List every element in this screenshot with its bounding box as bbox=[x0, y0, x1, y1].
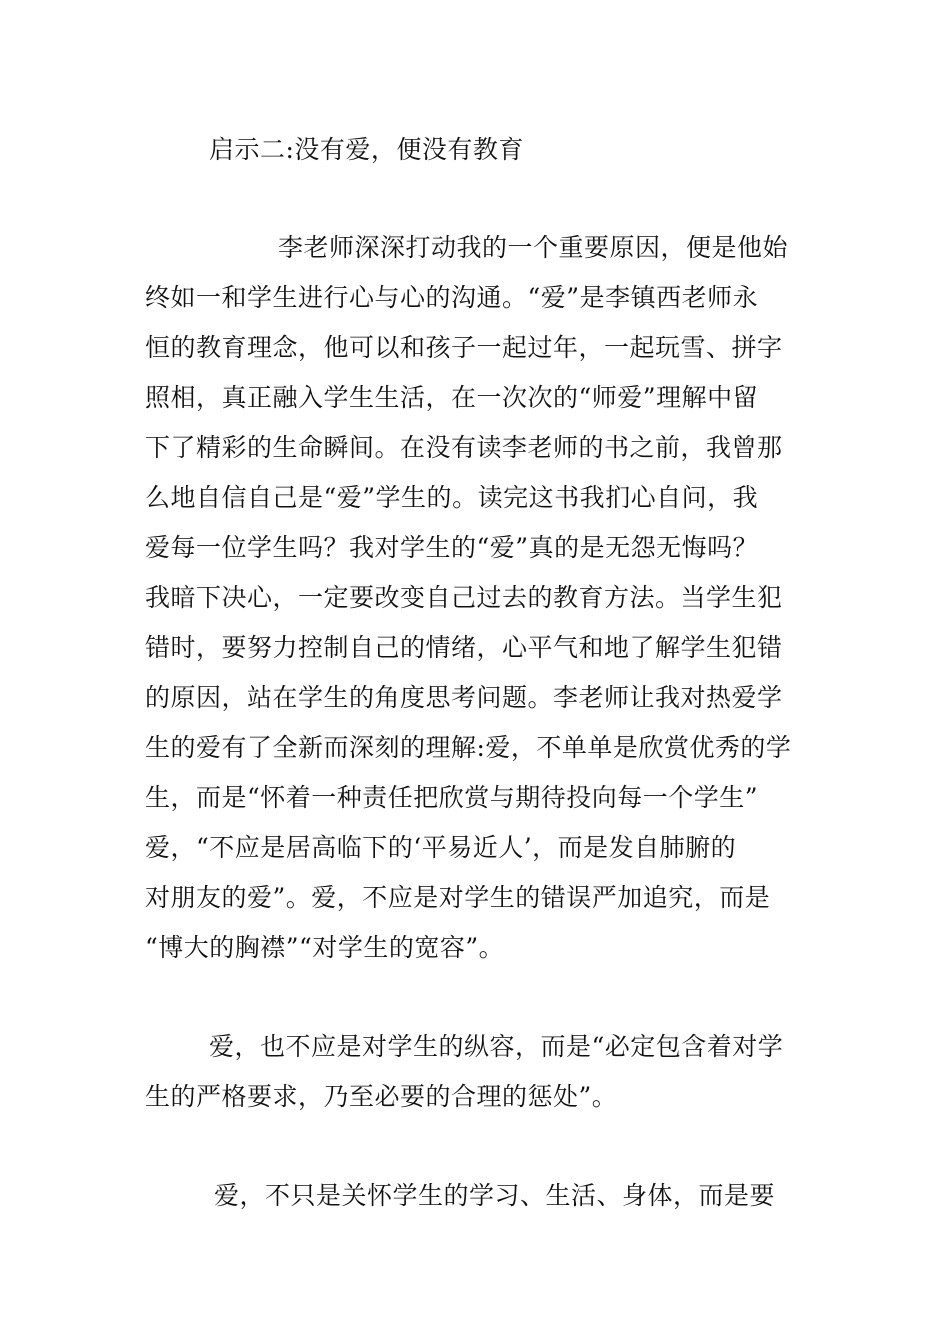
paragraph-2-line: 生的严格要求，乃至必要的合理的惩处”。 bbox=[145, 1082, 618, 1111]
paragraph-1-line: “博大的胸襟”“对学生的宽容”。 bbox=[145, 933, 505, 962]
paragraph-1-line: 对朋友的爱”。爱，不应是对学生的错误严加追究，而是 bbox=[145, 883, 771, 912]
paragraph-1-line: 终如一和学生进行心与心的沟通。“爱”是李镇西老师永 bbox=[145, 283, 759, 312]
paragraph-1-line: 恒的教育理念，他可以和孩子一起过年，一起玩雪、拼字 bbox=[145, 333, 783, 362]
paragraph-1-line: 爱，“不应是居高临下的‘平易近人’，而是发自肺腑的 bbox=[145, 833, 737, 862]
paragraph-1-line: 错时，要努力控制自己的情绪，心平气和地了解学生犯错 bbox=[145, 633, 783, 662]
paragraph-1-line: 下了精彩的生命瞬间。在没有读李老师的书之前，我曾那 bbox=[145, 433, 783, 462]
paragraph-2-line: 爱，也不应是对学生的纵容，而是“必定包含着对学 bbox=[209, 1032, 784, 1061]
paragraph-1-line: 么地自信自己是“爱”学生的。读完这书我扪心自问，我 bbox=[145, 483, 759, 512]
paragraph-1-line: 爱每一位学生吗？我对学生的“爱”真的是无怨无悔吗？ bbox=[145, 533, 759, 562]
section-heading: 启示二:没有爱，便没有教育 bbox=[209, 135, 524, 164]
paragraph-1-line: 生的爱有了全新而深刻的理解:爱，不单单是欣赏优秀的学 bbox=[145, 733, 792, 762]
paragraph-1-line: 的原因，站在学生的角度思考问题。李老师让我对热爱学 bbox=[145, 683, 783, 712]
paragraph-1-line: 生，而是“怀着一种责任把欣赏与期待投向每一个学生” bbox=[145, 783, 759, 812]
paragraph-1-line: 我暗下决心，一定要改变自己过去的教育方法。当学生犯 bbox=[145, 583, 783, 612]
paragraph-3-line: 爱，不只是关怀学生的学习、生活、身体，而是要 bbox=[214, 1181, 776, 1210]
paragraph-1-line: 照相，真正融入学生生活，在一次次的“师爱”理解中留 bbox=[145, 383, 759, 412]
paragraph-1-line: 李老师深深打动我的一个重要原因，便是他始 bbox=[278, 233, 789, 262]
